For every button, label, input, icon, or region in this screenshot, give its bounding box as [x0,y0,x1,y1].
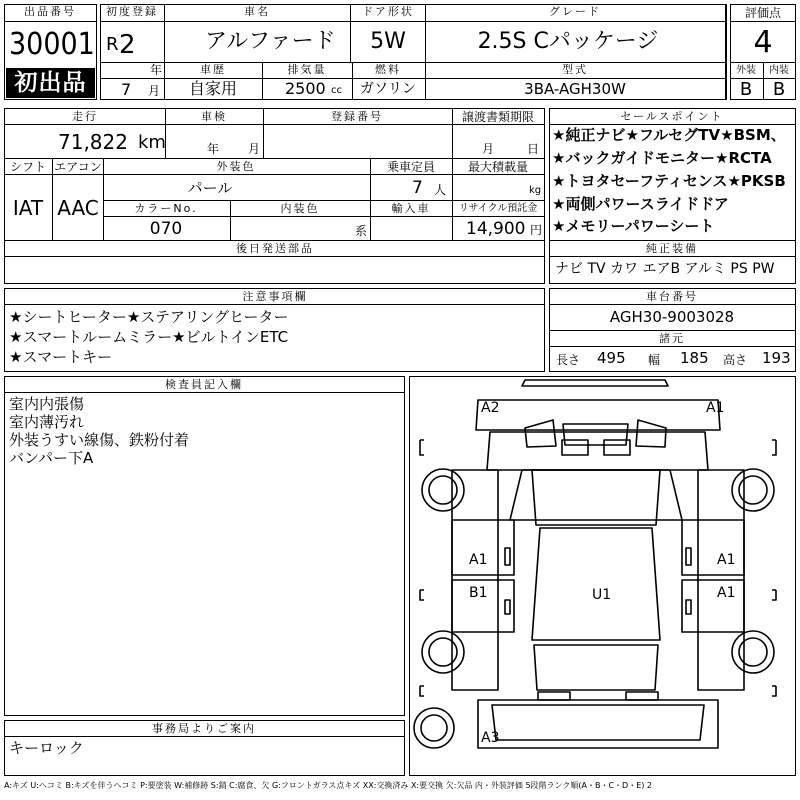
recycle-label: リサイクル預託金 [458,203,538,214]
fuel-value: ガソリン [360,81,416,97]
color-no-label: カラーNo. [134,202,198,215]
capacity-unit: 人 [434,183,447,197]
legend: A:キズ U:ヘコミ B:キズを伴うヘコミ P:要塗装 W:補修跡 S:錆 C:腐食、欠 G:フロントガラス点キズ XX:交換済み X:要交換 欠:欠品 内・外装評価 5段階ランク順(A・B・C・D・E) 2 [4,781,653,790]
grade-label: グレード [549,5,601,18]
recycle-unit: 円 [530,223,543,237]
capacity-label: 乗車定員 [386,160,436,174]
equipment-value: ナビ TV カワ エアB アルミ PS PW [555,261,775,277]
mileage-unit: km [138,132,166,153]
exterior-score-value: B [739,79,753,100]
model-code-value: 3BA-AGH30W [524,80,626,98]
displacement-unit: cc [331,85,342,96]
capacity-value: 7 [412,178,423,198]
sales-point-line: ★トヨタセーフティセンス★PKSB [552,172,786,190]
max-load-label: 最大積載量 [467,160,529,174]
transfer-day-unit: 日 [527,142,540,156]
aircon-value: AAC [57,196,99,220]
score-value: 4 [753,25,773,60]
inspection-month-unit: 月 [248,142,261,156]
notes-line: ★スマートルームミラー★ビルトインETC [9,328,289,346]
specs-label: 諸元 [659,332,685,345]
office-label: 事務局よりご案内 [152,722,256,735]
car-name-value: アルファード [205,29,336,54]
height-label: 高さ [723,353,748,367]
inspector-line: 室内内張傷 [9,395,85,413]
height-value: 193 [762,349,791,367]
inspector-label: 検査員記入欄 [165,378,243,391]
history-value: 自家用 [188,79,238,98]
first-reg-label: 初度登録 [106,5,158,18]
import-label: 輸入車 [391,202,431,215]
registration-label: 登録番号 [331,110,383,123]
notes-line: ★シートヒーター★ステアリングヒーター [9,308,289,326]
sales-point-line: ★バックガイドモニター★RCTA [552,149,772,167]
inspection-year-unit: 年 [207,142,220,156]
lot-label: 出品番号 [24,5,76,18]
width-value: 185 [680,349,709,367]
notes-line: ★スマートキー [9,348,113,366]
door-type-label: ドア形状 [362,5,414,18]
inspector-line: 外装うすい線傷、鉄粉付着 [9,431,190,449]
sales-point-line: ★純正ナビ★フルセグTV★BSM、 [552,126,786,144]
exterior-score-label: 外装 [736,65,756,76]
recycle-value: 14,900 [466,219,526,239]
color-no-value: 070 [149,219,183,239]
chassis-value: AGH30-9003028 [609,308,735,326]
transfer-month-unit: 月 [482,142,495,156]
score-label: 評価点 [744,6,782,20]
damage-mark: A3 [481,730,500,746]
length-label: 長さ [556,353,581,367]
mileage-value: 71,822 [58,130,128,154]
displacement-label: 排気量 [287,63,327,76]
damage-mark: B1 [469,585,488,601]
shift-label: シフト [9,160,47,174]
first-reg-month-unit: 月 [148,84,161,98]
model-code-label: 型式 [562,63,588,76]
notes-label: 注意事項欄 [242,290,308,303]
lot-number: 30001 [9,27,95,62]
door-type-value: 5W [370,29,406,54]
displacement-value: 2500 [285,79,326,98]
exterior-color-label: 外装色 [216,160,256,173]
length-value: 495 [597,349,626,367]
max-load-unit: kg [529,185,542,196]
inspector-line: 室内薄汚れ [9,413,85,431]
exterior-color-value: パール [187,179,233,197]
aircon-label: エアコン [54,160,102,174]
inspection-label: 車検 [201,110,227,123]
car-name-label: 車名 [244,5,270,18]
mileage-label: 走行 [72,110,98,123]
later-parts-label: 後日発送部品 [236,242,314,255]
inspector-line: バンパー下A [9,449,94,467]
lot-badge: 初出品 [6,68,95,98]
first-reg-month: 7 [121,80,132,99]
chassis-label: 車台番号 [646,290,698,303]
transfer-label: 譲渡書類期限 [461,110,535,124]
sales-point-line: ★両側パワースライドドア [552,195,729,213]
interior-score-value: B [772,79,786,100]
damage-mark: A1 [706,400,725,416]
sales-point-line: ★メモリーパワーシート [552,217,715,235]
history-label: 車歴 [200,63,226,76]
width-label: 幅 [648,353,661,367]
fuel-label: 燃料 [375,63,401,76]
interior-score-label: 内装 [769,65,789,76]
equipment-label: 純正装備 [646,242,698,255]
shift-value: IAT [12,196,44,220]
first-reg-year: 2 [119,30,136,60]
damage-mark: A1 [469,552,488,568]
damage-mark: U1 [592,587,612,603]
office-value: キーロック [9,739,84,757]
first-reg-era: R [106,34,119,55]
sales-points-label: セールスポイント [620,110,724,123]
interior-color-unit: 系 [355,224,368,238]
damage-diagram [409,376,796,776]
damage-mark: A2 [481,400,500,416]
damage-mark: A1 [717,585,736,601]
grade-value: 2.5S Cパッケージ [477,29,659,54]
first-reg-year-unit: 年 [150,63,163,77]
damage-mark: A1 [717,552,736,568]
interior-color-label: 内装色 [280,202,320,215]
